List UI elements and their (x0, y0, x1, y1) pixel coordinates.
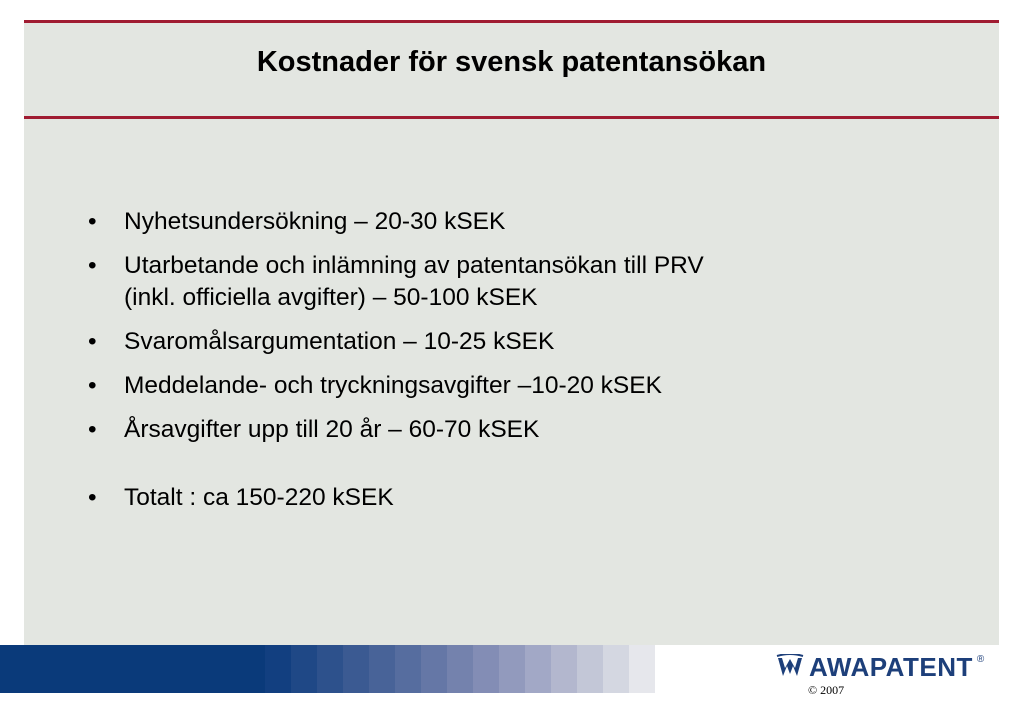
awapatent-logo-icon (775, 654, 805, 680)
bullet-item-total (88, 482, 968, 514)
bullet-item (88, 206, 968, 238)
footer-gradient-block (603, 645, 629, 693)
bullet-item (88, 370, 968, 402)
footer-gradient-block (317, 645, 343, 693)
bullet-text-continuation: (inkl. officiella avgifter) – 50-100 kSEK (124, 284, 538, 311)
title-top-rule (24, 20, 999, 23)
awapatent-logo (775, 652, 984, 682)
copyright-notice: © 2007 (808, 683, 845, 697)
bullet-marker: • (88, 372, 97, 399)
registered-mark: ® (976, 654, 985, 665)
bullet-list (88, 206, 968, 526)
bullet-text: Svaromålsargumentation – 10-25 kSEK (124, 328, 555, 355)
slide-title: Kostnader för svensk patentansökan (256, 46, 767, 78)
footer-gradient-block (499, 645, 525, 693)
footer-gradient-block (525, 645, 551, 693)
footer-gradient-block (291, 645, 317, 693)
footer-gradient-block (473, 645, 499, 693)
footer-gradient-block (343, 645, 369, 693)
footer-gradient-block (577, 645, 603, 693)
bullet-text: Totalt : ca 150-220 kSEK (124, 484, 394, 511)
footer-gradient-block (265, 645, 291, 693)
bullet-text: Årsavgifter upp till 20 år – 60-70 kSEK (124, 416, 540, 443)
title-bottom-rule (24, 116, 999, 119)
logo-wordmark: AWAPATENT (809, 651, 973, 682)
bullet-text: Nyhetsundersökning – 20-30 kSEK (124, 208, 506, 235)
footer-gradient-block (629, 645, 655, 693)
bullet-item (88, 326, 968, 358)
footer-gradient-block (369, 645, 395, 693)
bullet-marker: • (88, 416, 97, 443)
bullet-marker: • (88, 328, 97, 355)
bullet-text: Utarbetande och inlämning av patentansökan till PRV (124, 252, 704, 279)
bullet-marker: • (88, 252, 97, 279)
footer-gradient-block (395, 645, 421, 693)
bullet-marker: • (88, 484, 97, 511)
footer-gradient-block (551, 645, 577, 693)
bullet-text: Meddelande- och tryckningsavgifter –10-20 kSEK (124, 372, 662, 399)
footer-gradient-block (447, 645, 473, 693)
footer-gradient-block (421, 645, 447, 693)
bullet-marker: • (88, 208, 97, 235)
bullet-item (88, 250, 968, 314)
bullet-item (88, 414, 968, 446)
footer-gradient-block (0, 645, 265, 693)
